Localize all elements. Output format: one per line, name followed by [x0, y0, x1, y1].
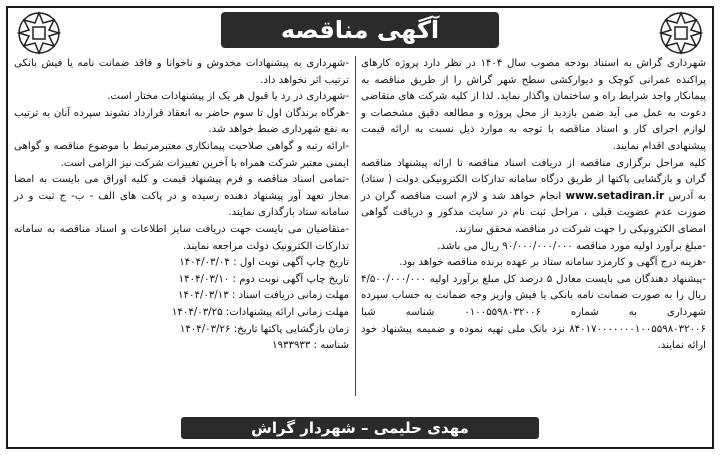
condition-item: -هرگاه برندگان اول تا سوم حاضر به انعقاد قرارداد نشوند سپرده آنان به ترتیب به نفع شهرداری ضبط خواهد شد. — [14, 107, 349, 136]
signature-bar — [0, 417, 720, 439]
signature: مهدی حلیمی – شهردار گراش — [181, 417, 539, 439]
estimate-item: -مبلغ برآورد اولیه مورد مناقصه ۹۰/۰۰۰/۰۰۰/۰۰۰ ریال می باشد. — [437, 240, 706, 252]
municipality-emblem-icon — [14, 8, 64, 58]
setad-link[interactable]: www.setadiran.ir — [565, 190, 665, 202]
date-line: مهلت زمانی ارائه پیشنهادات: ۱۴۰۴/۰۳/۲۵ — [171, 306, 349, 318]
condition-item: -تمامی اسناد مناقصه و فرم پیشنهاد قیمت و کلیه اوراق می بایست به امضا مجاز تعهد آور پیشنهاد دهنده رسیده و در پاکت های الف - ب- ج ثبت و در سامانه ستاد بارگذاری نمایند. — [14, 174, 349, 219]
notice-id: شناسه : ۱۹۳۳۹۳۳ — [272, 340, 349, 352]
procedure-text: کلیه مراحل برگزاری مناقصه از دریافت اسناد مناقصه تا ارائه پیشنهاد مناقصه گران و بازگشایی پاکتها از طریق درگاه سامانه تدارکات الکترونیکی دولت ( ستاد) به آدرس — [361, 157, 706, 202]
guarantee-item: -پیشنهاد دهندگان می بایست معادل ۵ درصد کل مبلغ برآورد اولیه ۴/۵۰۰/۰۰۰/۰۰۰ ریال را به صورت ضمانت نامه بانکی یا فیش واریز وجه ضمانت به حساب سپرده شهرداری به شماره ۰۱۰۰۵۵۹۸۰۳۲۰۰۶ شناسه شبا ۸۴۰۱۷۰۰۰۰۰۰۰۱۰۰۵۵۹۸۰۳۲۰۰۶ نزد بانک ملی تهیه نموده و ضمیمه پیشنهاد خود ارائه نمایند. — [361, 273, 707, 352]
column-divider — [355, 56, 356, 396]
left-column — [14, 56, 349, 396]
date-line: تاریخ چاپ آگهی نوبت اول : ۱۴۰۴/۰۳/۰۴ — [179, 257, 349, 269]
procedure-text-cont: انجام خواهد شد و لازم است مناقصه گران در صورت عدم عضویت قبلی ، مراحل ثبت نام در سایت مذکور و دریافت گواهی امضای الکترونیکی را جهت شرکت در مناقصه محقق سازند. — [361, 190, 706, 235]
municipality-emblem-icon — [656, 8, 706, 58]
condition-item: -شهرداری به پیشنهادات مخدوش و ناخوانا و فاقد ضمانت نامه یا فیش بانکی ترتیب اثر نخواهد داد. — [14, 58, 349, 86]
notice-title: آگهی مناقصه — [221, 12, 499, 48]
condition-item: -شهرداری در رد یا قبول هر یک از پیشنهادات مختار است. — [107, 91, 349, 103]
condition-item: -متقاضیان می بایست جهت دریافت سایر اطلاعات و اسناد مناقصه به سامانه تدارکات الکترونیک دولت مراجعه نمایند. — [14, 223, 349, 252]
date-line: زمان بازگشایی پاکتها تاریخ: ۱۴۰۴/۰۳/۲۶ — [179, 323, 349, 335]
condition-item: -ارائه رتبه و گواهی صلاحیت پیمانکاری معتبرمرتبط با موضوع مناقصه و گواهی ایمنی معتبر شرکت همراه با آخرین تغییرات شرکت نیز الزامی است. — [14, 140, 349, 169]
date-line: تاریخ چاپ آگهی نوبت دوم : ۱۴۰۴/۰۳/۱۰ — [178, 273, 349, 285]
procedure-paragraph — [361, 156, 706, 239]
right-column — [361, 56, 706, 396]
ad-cost-item: -هزینه درج آگهی و کارمزد سامانه ستاد بر عهده برنده مناقصه خواهد بود. — [399, 257, 706, 269]
header — [70, 12, 650, 50]
notice-body — [14, 56, 706, 396]
date-line: مهلت زمانی دریافت اسناد : ۱۴۰۴/۰۳/۱۳ — [178, 290, 349, 302]
intro-paragraph: شهرداری گراش به استناد بودجه مصوب سال ۱۴۰۴ در نظر دارد پروژه کارهای پراکنده عمرانی کوچک و دیوارکشی سطح شهر گراش را از طریق مناقصه به پیمانکار واجد شرایط راه و ساختمان واگذار نماید. لذا از کلیه شرکت های متقاضی دعوت به عمل می آید ضمن بازدید از محل پروژه و مطالعه دقیق مشخصات و لوازم اجرای کار و اسناد مناقصه با توجه به موارد ذیل نسبت به ارائه قیمت پیشنهادی اقدام نمایند. — [361, 58, 706, 152]
